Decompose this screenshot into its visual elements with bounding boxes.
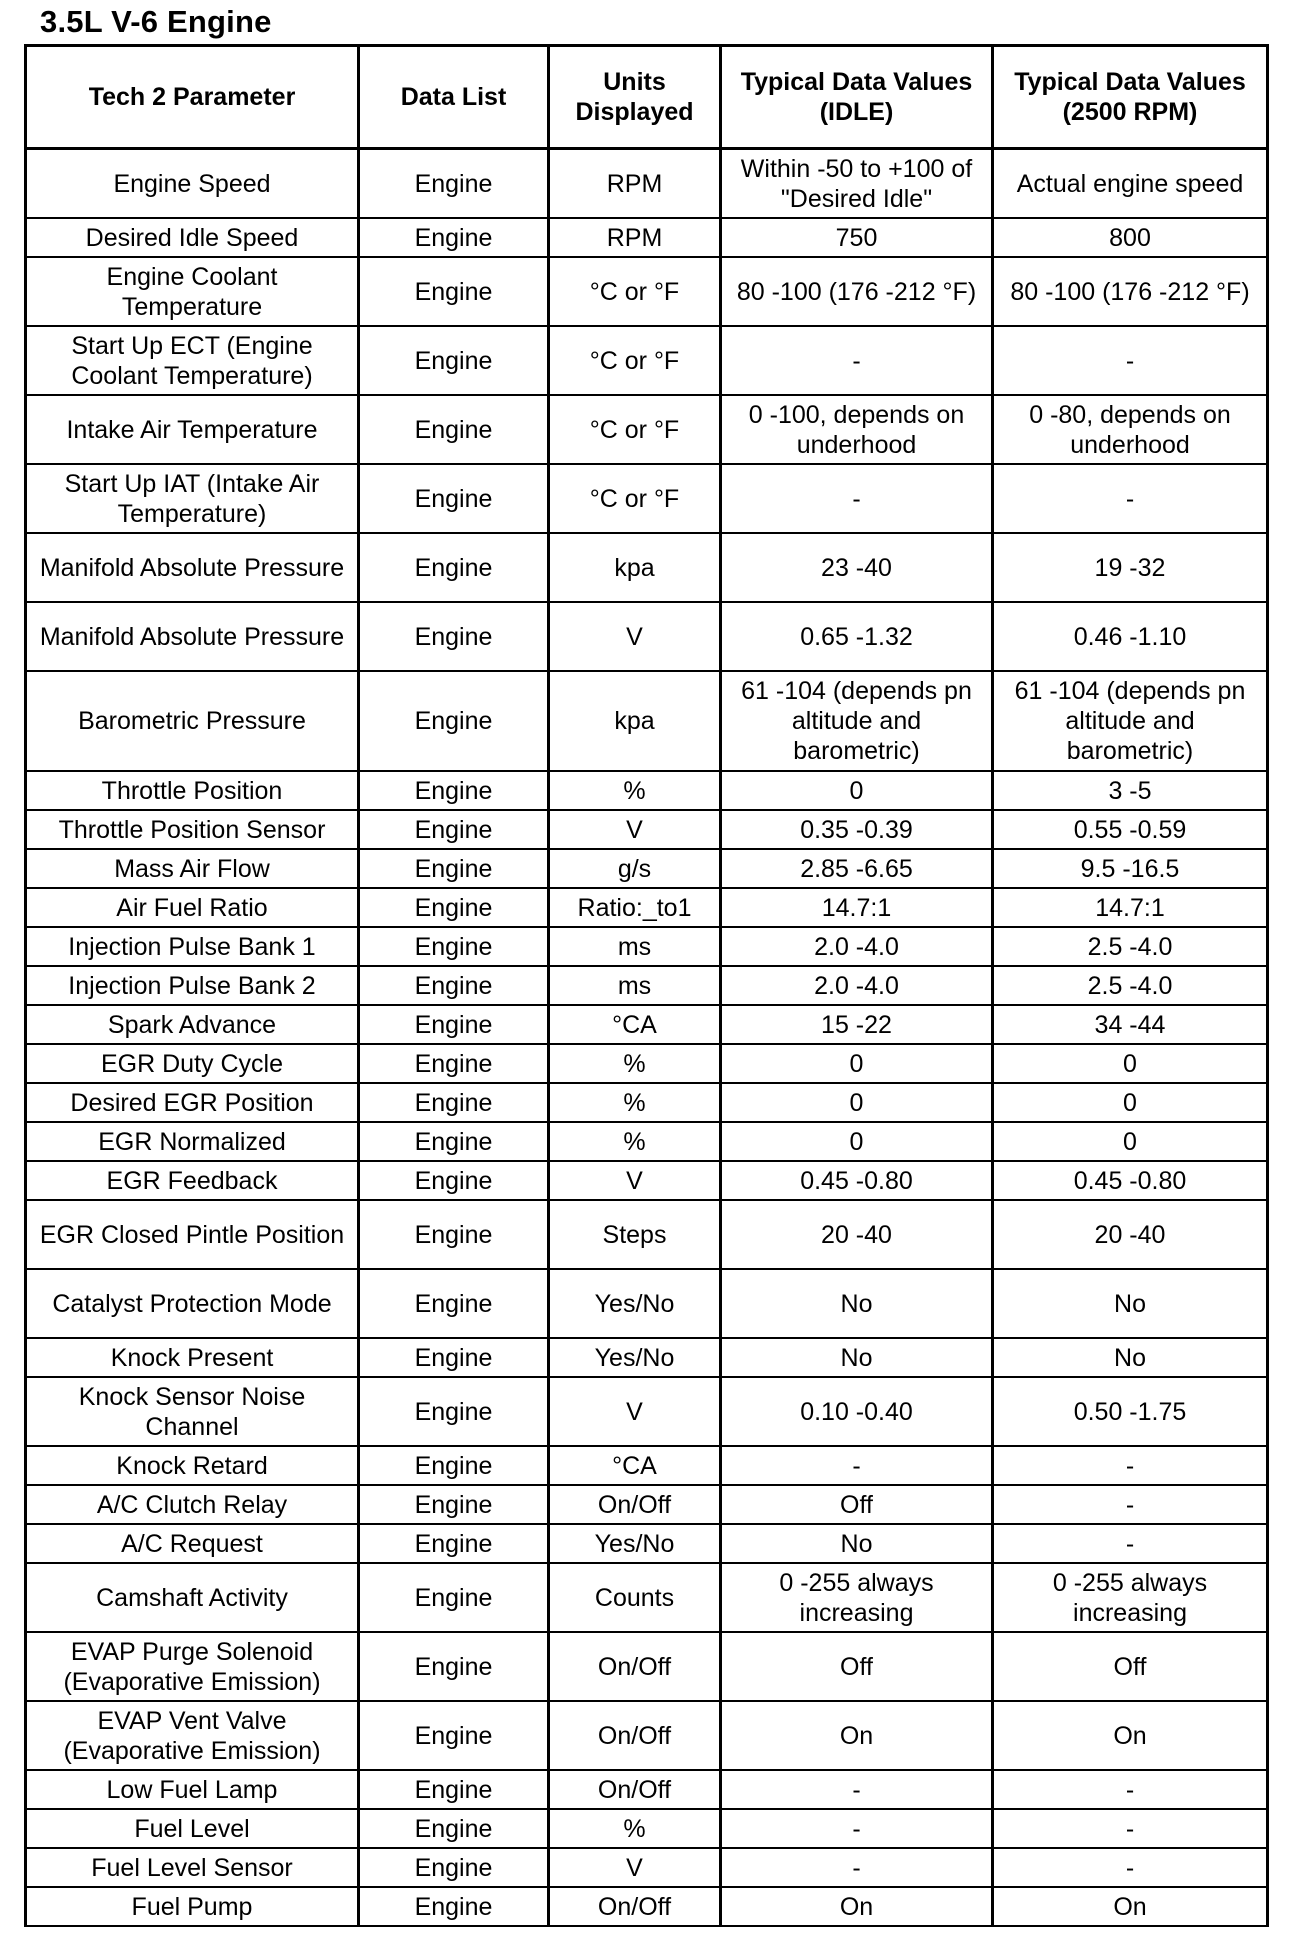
cell-data-list: Engine (359, 1044, 549, 1083)
cell-units: V (549, 1377, 721, 1446)
cell-parameter: EGR Closed Pintle Position (26, 1200, 359, 1269)
cell-data-list: Engine (359, 602, 549, 671)
cell-parameter: Desired Idle Speed (26, 218, 359, 257)
cell-units: V (549, 1848, 721, 1887)
cell-2500rpm-value: 3 -5 (993, 771, 1268, 810)
cell-parameter: Manifold Absolute Pressure (26, 602, 359, 671)
cell-idle-value: - (721, 1809, 993, 1848)
table-row (26, 257, 1268, 326)
cell-units: Yes/No (549, 1269, 721, 1338)
cell-idle-value: 2.0 -4.0 (721, 927, 993, 966)
cell-parameter: Fuel Level (26, 1809, 359, 1848)
cell-idle-value: 61 -104 (depends pn altitude and barometric) (721, 671, 993, 771)
cell-2500rpm-value: No (993, 1338, 1268, 1377)
cell-data-list: Engine (359, 1338, 549, 1377)
cell-units: °C or °F (549, 395, 721, 464)
cell-2500rpm-value: 0 -255 always increasing (993, 1563, 1268, 1632)
cell-idle-value: - (721, 326, 993, 395)
cell-idle-value: 0 -100, depends on underhood (721, 395, 993, 464)
cell-2500rpm-value: - (993, 1770, 1268, 1809)
cell-idle-value: 2.85 -6.65 (721, 849, 993, 888)
cell-data-list: Engine (359, 1809, 549, 1848)
cell-parameter: Fuel Level Sensor (26, 1848, 359, 1887)
cell-units: On/Off (549, 1701, 721, 1770)
table-row (26, 1044, 1268, 1083)
cell-2500rpm-value: On (993, 1701, 1268, 1770)
cell-units: V (549, 602, 721, 671)
cell-parameter: Start Up ECT (Engine Coolant Temperature) (26, 326, 359, 395)
cell-2500rpm-value: 34 -44 (993, 1005, 1268, 1044)
table-row (26, 533, 1268, 602)
cell-2500rpm-value: 0 (993, 1044, 1268, 1083)
cell-2500rpm-value: - (993, 1848, 1268, 1887)
cell-parameter: Low Fuel Lamp (26, 1770, 359, 1809)
cell-data-list: Engine (359, 1632, 549, 1701)
cell-idle-value: 0.65 -1.32 (721, 602, 993, 671)
cell-idle-value: 80 -100 (176 -212 °F) (721, 257, 993, 326)
table-row (26, 464, 1268, 533)
cell-units: On/Off (549, 1485, 721, 1524)
cell-data-list: Engine (359, 1848, 549, 1887)
table-row (26, 1809, 1268, 1848)
cell-units: % (549, 1122, 721, 1161)
cell-2500rpm-value: 14.7:1 (993, 888, 1268, 927)
cell-units: V (549, 810, 721, 849)
table-row (26, 1770, 1268, 1809)
cell-units: Steps (549, 1200, 721, 1269)
cell-parameter: Manifold Absolute Pressure (26, 533, 359, 602)
table-row (26, 1161, 1268, 1200)
cell-idle-value: 0 (721, 1122, 993, 1161)
cell-data-list: Engine (359, 1200, 549, 1269)
cell-idle-value: 0 (721, 1083, 993, 1122)
cell-parameter: Engine Coolant Temperature (26, 257, 359, 326)
cell-units: ms (549, 966, 721, 1005)
cell-data-list: Engine (359, 1887, 549, 1926)
cell-parameter: Air Fuel Ratio (26, 888, 359, 927)
cell-units: On/Off (549, 1770, 721, 1809)
cell-units: Ratio:_to1 (549, 888, 721, 927)
column-header-idle: Typical Data Values (IDLE) (721, 46, 993, 149)
cell-data-list: Engine (359, 395, 549, 464)
table-row (26, 395, 1268, 464)
cell-data-list: Engine (359, 1005, 549, 1044)
cell-parameter: EVAP Vent Valve (Evaporative Emission) (26, 1701, 359, 1770)
cell-idle-value: - (721, 1446, 993, 1485)
cell-units: % (549, 771, 721, 810)
page-title: 3.5L V-6 Engine (40, 4, 272, 39)
cell-idle-value: On (721, 1887, 993, 1926)
cell-2500rpm-value: 2.5 -4.0 (993, 966, 1268, 1005)
cell-idle-value: Off (721, 1485, 993, 1524)
table-row (26, 326, 1268, 395)
cell-2500rpm-value: - (993, 1524, 1268, 1563)
table-row (26, 1887, 1268, 1926)
cell-parameter: Intake Air Temperature (26, 395, 359, 464)
cell-idle-value: 0 (721, 1044, 993, 1083)
cell-data-list: Engine (359, 464, 549, 533)
table-row (26, 1005, 1268, 1044)
cell-data-list: Engine (359, 671, 549, 771)
cell-2500rpm-value: 0 (993, 1122, 1268, 1161)
cell-parameter: Barometric Pressure (26, 671, 359, 771)
cell-units: ms (549, 927, 721, 966)
column-header-data-list: Data List (359, 46, 549, 149)
cell-data-list: Engine (359, 1485, 549, 1524)
cell-data-list: Engine (359, 149, 549, 219)
cell-2500rpm-value: 2.5 -4.0 (993, 927, 1268, 966)
cell-2500rpm-value: - (993, 1809, 1268, 1848)
cell-idle-value: Within -50 to +100 of "Desired Idle" (721, 149, 993, 219)
table-row (26, 1632, 1268, 1701)
cell-data-list: Engine (359, 326, 549, 395)
cell-data-list: Engine (359, 888, 549, 927)
cell-parameter: Desired EGR Position (26, 1083, 359, 1122)
cell-idle-value: 2.0 -4.0 (721, 966, 993, 1005)
cell-idle-value: 750 (721, 218, 993, 257)
table-row (26, 671, 1268, 771)
cell-data-list: Engine (359, 1122, 549, 1161)
table-row (26, 1200, 1268, 1269)
cell-parameter: Throttle Position Sensor (26, 810, 359, 849)
table-row (26, 771, 1268, 810)
cell-2500rpm-value: 9.5 -16.5 (993, 849, 1268, 888)
table-row (26, 927, 1268, 966)
cell-idle-value: - (721, 1848, 993, 1887)
cell-2500rpm-value: - (993, 464, 1268, 533)
cell-data-list: Engine (359, 1524, 549, 1563)
cell-units: kpa (549, 671, 721, 771)
cell-data-list: Engine (359, 810, 549, 849)
table-row (26, 602, 1268, 671)
cell-2500rpm-value: On (993, 1887, 1268, 1926)
cell-parameter: Catalyst Protection Mode (26, 1269, 359, 1338)
cell-2500rpm-value: 0 -80, depends on underhood (993, 395, 1268, 464)
table-row (26, 1848, 1268, 1887)
cell-idle-value: 0.35 -0.39 (721, 810, 993, 849)
cell-parameter: Knock Retard (26, 1446, 359, 1485)
cell-idle-value: 0 -255 always increasing (721, 1563, 993, 1632)
cell-data-list: Engine (359, 849, 549, 888)
cell-2500rpm-value: 0.46 -1.10 (993, 602, 1268, 671)
cell-idle-value: Off (721, 1632, 993, 1701)
cell-idle-value: - (721, 1770, 993, 1809)
table-row (26, 1524, 1268, 1563)
cell-parameter: Injection Pulse Bank 2 (26, 966, 359, 1005)
cell-2500rpm-value: 20 -40 (993, 1200, 1268, 1269)
cell-units: Yes/No (549, 1338, 721, 1377)
cell-units: Counts (549, 1563, 721, 1632)
cell-parameter: Fuel Pump (26, 1887, 359, 1926)
cell-2500rpm-value: 80 -100 (176 -212 °F) (993, 257, 1268, 326)
cell-units: g/s (549, 849, 721, 888)
cell-parameter: Start Up IAT (Intake Air Temperature) (26, 464, 359, 533)
cell-parameter: Throttle Position (26, 771, 359, 810)
cell-units: RPM (549, 218, 721, 257)
cell-data-list: Engine (359, 1083, 549, 1122)
cell-units: On/Off (549, 1632, 721, 1701)
cell-2500rpm-value: - (993, 326, 1268, 395)
cell-units: °CA (549, 1005, 721, 1044)
cell-data-list: Engine (359, 1161, 549, 1200)
column-header-units: Units Displayed (549, 46, 721, 149)
table-row (26, 1083, 1268, 1122)
cell-2500rpm-value: 19 -32 (993, 533, 1268, 602)
cell-parameter: Engine Speed (26, 149, 359, 219)
cell-idle-value: No (721, 1269, 993, 1338)
cell-units: RPM (549, 149, 721, 219)
cell-data-list: Engine (359, 1701, 549, 1770)
cell-data-list: Engine (359, 1269, 549, 1338)
cell-2500rpm-value: Actual engine speed (993, 149, 1268, 219)
cell-data-list: Engine (359, 1770, 549, 1809)
table-row (26, 810, 1268, 849)
table-row (26, 1269, 1268, 1338)
cell-idle-value: - (721, 464, 993, 533)
cell-units: °C or °F (549, 326, 721, 395)
table-row (26, 1563, 1268, 1632)
cell-idle-value: 14.7:1 (721, 888, 993, 927)
cell-units: % (549, 1083, 721, 1122)
cell-2500rpm-value: 800 (993, 218, 1268, 257)
engine-data-table (24, 44, 1269, 1927)
cell-parameter: A/C Clutch Relay (26, 1485, 359, 1524)
cell-idle-value: No (721, 1338, 993, 1377)
cell-2500rpm-value: - (993, 1485, 1268, 1524)
cell-units: °C or °F (549, 257, 721, 326)
cell-parameter: Camshaft Activity (26, 1563, 359, 1632)
cell-2500rpm-value: No (993, 1269, 1268, 1338)
cell-idle-value: 15 -22 (721, 1005, 993, 1044)
cell-idle-value: 23 -40 (721, 533, 993, 602)
header-row (26, 46, 1268, 149)
cell-data-list: Engine (359, 1446, 549, 1485)
cell-idle-value: 0 (721, 771, 993, 810)
table-row (26, 1701, 1268, 1770)
cell-parameter: EGR Feedback (26, 1161, 359, 1200)
table-row (26, 1122, 1268, 1161)
cell-2500rpm-value: - (993, 1446, 1268, 1485)
cell-parameter: Knock Present (26, 1338, 359, 1377)
cell-data-list: Engine (359, 218, 549, 257)
cell-units: % (549, 1044, 721, 1083)
cell-parameter: EGR Normalized (26, 1122, 359, 1161)
cell-parameter: A/C Request (26, 1524, 359, 1563)
table-row (26, 966, 1268, 1005)
cell-2500rpm-value: Off (993, 1632, 1268, 1701)
table-row (26, 1485, 1268, 1524)
cell-idle-value: On (721, 1701, 993, 1770)
cell-data-list: Engine (359, 1377, 549, 1446)
cell-2500rpm-value: 0 (993, 1083, 1268, 1122)
cell-data-list: Engine (359, 927, 549, 966)
cell-data-list: Engine (359, 257, 549, 326)
cell-2500rpm-value: 0.45 -0.80 (993, 1161, 1268, 1200)
cell-data-list: Engine (359, 1563, 549, 1632)
table-row (26, 888, 1268, 927)
cell-2500rpm-value: 0.50 -1.75 (993, 1377, 1268, 1446)
cell-parameter: Knock Sensor Noise Channel (26, 1377, 359, 1446)
cell-idle-value: 20 -40 (721, 1200, 993, 1269)
cell-units: °C or °F (549, 464, 721, 533)
column-header-parameter: Tech 2 Parameter (26, 46, 359, 149)
cell-units: On/Off (549, 1887, 721, 1926)
table-row (26, 1338, 1268, 1377)
cell-parameter: Mass Air Flow (26, 849, 359, 888)
cell-data-list: Engine (359, 771, 549, 810)
cell-idle-value: No (721, 1524, 993, 1563)
cell-parameter: EVAP Purge Solenoid (Evaporative Emission) (26, 1632, 359, 1701)
cell-units: °CA (549, 1446, 721, 1485)
cell-parameter: Injection Pulse Bank 1 (26, 927, 359, 966)
cell-data-list: Engine (359, 966, 549, 1005)
cell-units: Yes/No (549, 1524, 721, 1563)
cell-units: V (549, 1161, 721, 1200)
table-row (26, 218, 1268, 257)
cell-units: kpa (549, 533, 721, 602)
table-row (26, 849, 1268, 888)
cell-parameter: Spark Advance (26, 1005, 359, 1044)
cell-parameter: EGR Duty Cycle (26, 1044, 359, 1083)
cell-2500rpm-value: 61 -104 (depends pn altitude and barometric) (993, 671, 1268, 771)
cell-idle-value: 0.10 -0.40 (721, 1377, 993, 1446)
cell-2500rpm-value: 0.55 -0.59 (993, 810, 1268, 849)
cell-units: % (549, 1809, 721, 1848)
column-header-2500rpm: Typical Data Values (2500 RPM) (993, 46, 1268, 149)
cell-data-list: Engine (359, 533, 549, 602)
table-row (26, 149, 1268, 219)
table-row (26, 1446, 1268, 1485)
cell-idle-value: 0.45 -0.80 (721, 1161, 993, 1200)
table-row (26, 1377, 1268, 1446)
